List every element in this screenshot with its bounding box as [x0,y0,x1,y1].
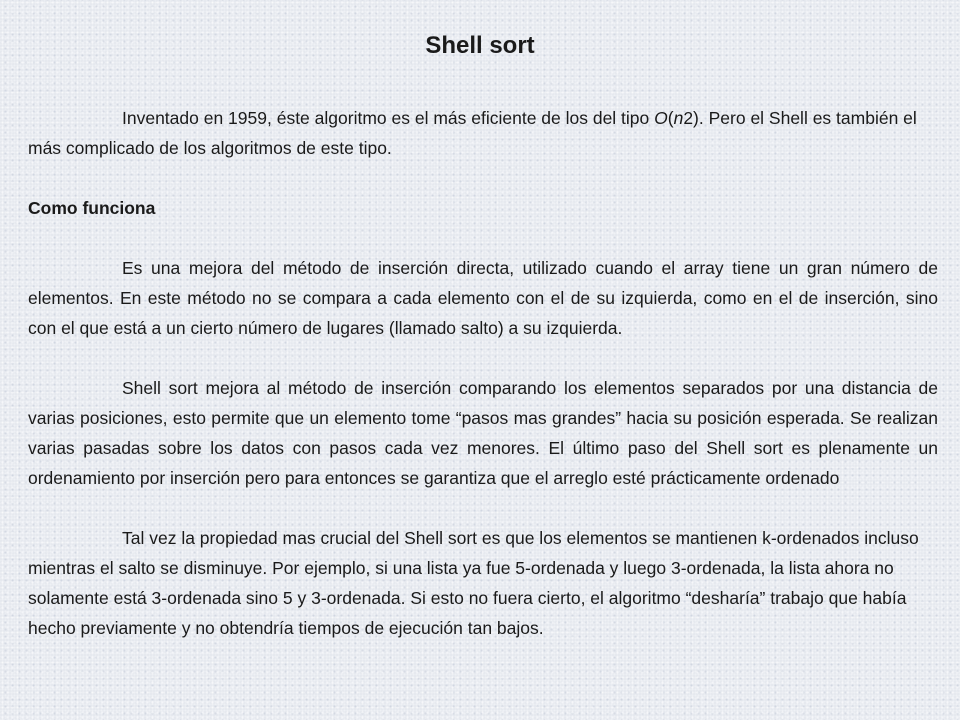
big-o-paren: ( [667,108,674,128]
intro-text-rest: 2). Pero el Shell es también el más complicado de los algoritmos de este tipo. [28,108,917,158]
intro-paragraph [28,103,938,163]
slide-title: Shell sort [425,32,535,59]
improvement-text: Shell sort mejora al método de inserción comparando los elementos separados por una distancia de varias posiciones, esto permite que un elemento tome “pasos mas grandes” hacia su posición esperada. Se realizan varias pasadas sobre los datos con pasos cada vez menores. El último paso del Shell sort es plenamente un ordenamiento por inserción pero para entonces se garantiza que el arreglo esté prácticamente ordenado [28,378,938,488]
how-it-works-paragraph [28,253,938,343]
big-o-n: n [673,108,684,128]
section-heading: Como funciona [28,198,156,218]
intro-text: Inventado en 1959, éste algoritmo es el más eficiente de los del tipo [122,108,655,128]
improvement-paragraph [28,373,938,493]
how-it-works-text: Es una mejora del método de inserción directa, utilizado cuando el array tiene un gran número de elementos. En este método no se compara a cada elemento con el de su izquierda, como en el de inserción, sino con el que está a un cierto número de lugares (llamado salto) a su izquierda. [28,258,938,338]
big-o-symbol: O [654,108,668,128]
property-text: Tal vez la propiedad mas crucial del Shell sort es que los elementos se mantienen k-ordenados incluso mientras el salto se disminuye. Por ejemplo, si una lista ya fue 5-ordenada y luego 3-ordenada, la lista ahora no solamente está 3-ordenada sino 5 y 3-ordenada. Si esto no fuera cierto, el algoritmo “desharía” trabajo que había hecho previamente y no obtendría tiempos de ejecución tan bajos. [28,528,919,638]
slide-body [28,103,938,643]
property-paragraph [28,523,938,643]
